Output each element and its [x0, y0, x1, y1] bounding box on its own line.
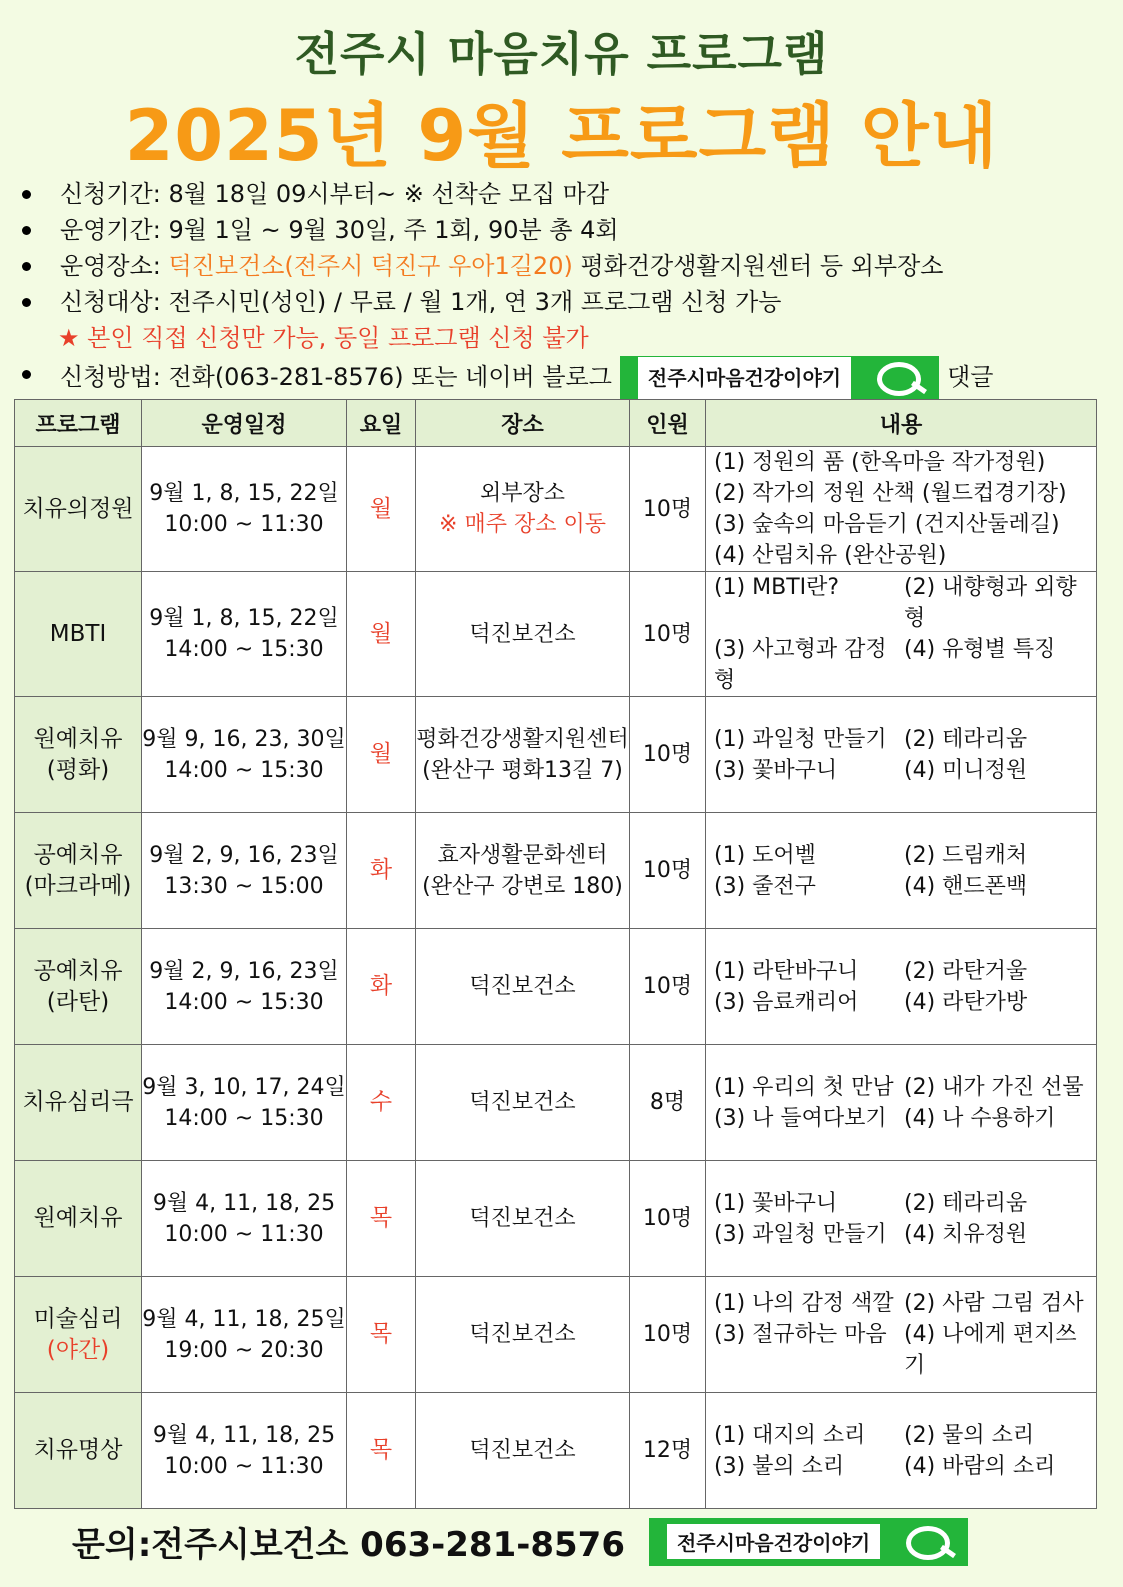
content-item: (2) 드림캐처 — [904, 842, 1028, 868]
count-cell: 10명 — [630, 1277, 706, 1393]
place-cell: 평화건강생활지원센터 (완산구 평화13길 7) — [416, 697, 630, 813]
table-row — [15, 447, 1097, 572]
content-item: (1) 도어벨 — [714, 842, 816, 868]
bullet-icon — [22, 190, 31, 199]
col-header-day: 요일 — [347, 400, 416, 447]
place-cell: 덕진보건소 — [416, 929, 630, 1045]
footer-blog-name: 전주시마음건강이야기 — [667, 1524, 880, 1559]
count-cell: 10명 — [630, 697, 706, 813]
content-item: (2) 작가의 정원 산책 (월드컵경기장) — [714, 481, 1067, 506]
schedule-cell: 9월 2, 9, 16, 23일 14:00 ~ 15:30 — [142, 929, 347, 1045]
info-section — [20, 176, 1120, 400]
schedule-cell: 9월 4, 11, 18, 25 10:00 ~ 11:30 — [142, 1393, 347, 1509]
count-cell: 10명 — [630, 1161, 706, 1277]
day-cell: 목 — [347, 1393, 416, 1509]
contact-info: 문의:전주시보건소 063-281-8576 — [72, 1525, 625, 1565]
content-item: (2) 내향형과 외향형 — [904, 575, 1077, 631]
content-item: (3) 나 들여다보기 — [714, 1105, 887, 1131]
day-cell: 월 — [347, 447, 416, 572]
program-name: 원예치유 (평화) — [15, 697, 142, 813]
content-item: (1) 대지의 소리 — [714, 1422, 866, 1448]
content-item: (1) MBTI란? — [714, 575, 840, 600]
count-cell: 10명 — [630, 929, 706, 1045]
info-target: 신청대상: 전주시민(성인) / 무료 / 월 1개, 연 3개 프로그램 신청 가능 — [20, 284, 1120, 320]
col-header-count: 인원 — [630, 400, 706, 447]
count-cell: 12명 — [630, 1393, 706, 1509]
footer-blog-banner[interactable] — [649, 1518, 968, 1566]
col-header-schedule: 운영일정 — [142, 400, 347, 447]
content-item: (3) 줄전구 — [714, 873, 816, 899]
blog-name-label: 전주시마음건강이야기 — [638, 357, 851, 399]
content-item: (4) 바람의 소리 — [904, 1453, 1056, 1479]
content-cell — [706, 813, 1097, 929]
info-method: 신청방법: 전화(063-281-8576) 또는 네이버 블로그 전주시마음건강이야기 댓글 — [20, 356, 1120, 400]
bullet-icon — [22, 262, 31, 271]
content-item: (4) 치유정원 — [904, 1221, 1028, 1247]
content-item: (2) 사람 그림 검사 — [904, 1291, 1084, 1316]
program-name: 치유명상 — [15, 1393, 142, 1509]
content-cell — [706, 697, 1097, 813]
content-item: (3) 꽃바구니 — [714, 757, 838, 783]
bullet-icon — [22, 226, 31, 235]
content-item: (3) 숲속의 마음듣기 (건지산둘레길) — [714, 512, 1060, 537]
content-item: (2) 물의 소리 — [904, 1422, 1035, 1448]
table-row — [15, 813, 1097, 929]
table-row — [15, 1161, 1097, 1277]
program-name: 치유심리극 — [15, 1045, 142, 1161]
info-place: 운영장소: 덕진보건소(전주시 덕진구 우아1길20) 평화건강생활지원센터 등 외부장소 — [20, 248, 1120, 284]
table-row — [15, 929, 1097, 1045]
program-name: 치유의정원 — [15, 447, 142, 572]
col-header-program: 프로그램 — [15, 400, 142, 447]
table-row — [15, 1277, 1097, 1393]
count-cell: 8명 — [630, 1045, 706, 1161]
program-name: 공예치유 (라탄) — [15, 929, 142, 1045]
page-title: 전주시 마음치유 프로그램 — [294, 27, 829, 81]
content-item: (1) 우리의 첫 만남 — [714, 1074, 894, 1100]
table-header-row — [15, 400, 1097, 447]
schedule-cell: 9월 4, 11, 18, 25 10:00 ~ 11:30 — [142, 1161, 347, 1277]
col-header-place: 장소 — [416, 400, 630, 447]
content-item: (2) 테라리움 — [904, 1190, 1028, 1216]
program-table — [14, 399, 1097, 1509]
schedule-cell: 9월 2, 9, 16, 23일 13:30 ~ 15:00 — [142, 813, 347, 929]
place-cell: 외부장소 ※ 매주 장소 이동 — [416, 447, 630, 572]
day-cell: 목 — [347, 1277, 416, 1393]
content-cell — [706, 929, 1097, 1045]
day-cell: 화 — [347, 813, 416, 929]
content-item: (1) 꽃바구니 — [714, 1190, 838, 1216]
info-apply-period: 신청기간: 8월 18일 09시부터~ ※ 선착순 모집 마감 — [20, 176, 1120, 212]
content-item: (4) 유형별 특징 — [904, 637, 1056, 662]
schedule-cell: 9월 1, 8, 15, 22일 10:00 ~ 11:30 — [142, 447, 347, 572]
content-cell — [706, 1161, 1097, 1277]
content-item: (4) 나에게 편지쓰기 — [904, 1322, 1077, 1378]
content-cell — [706, 1393, 1097, 1509]
content-cell — [706, 447, 1097, 572]
info-run-period: 운영기간: 9월 1일 ~ 9월 30일, 주 1회, 90분 총 4회 — [20, 212, 1120, 248]
count-cell: 10명 — [630, 572, 706, 697]
content-item: (4) 미니정원 — [904, 757, 1028, 783]
content-item: (2) 라탄거울 — [904, 958, 1028, 984]
content-item: (1) 과일청 만들기 — [714, 726, 887, 752]
program-name: 공예치유 (마크라메) — [15, 813, 142, 929]
content-item: (3) 음료캐리어 — [714, 989, 859, 1015]
schedule-cell: 9월 3, 10, 17, 24일 14:00 ~ 15:30 — [142, 1045, 347, 1161]
content-item: (2) 테라리움 — [904, 726, 1028, 752]
footer — [72, 1517, 976, 1566]
content-cell — [706, 1277, 1097, 1393]
page-subtitle: 2025년 9월 프로그램 안내 — [124, 95, 999, 177]
day-cell: 목 — [347, 1161, 416, 1277]
info-note: ★ 본인 직접 신청만 가능, 동일 프로그램 신청 불가 — [58, 324, 589, 352]
schedule-cell: 9월 9, 16, 23, 30일 14:00 ~ 15:30 — [142, 697, 347, 813]
place-cell: 덕진보건소 — [416, 572, 630, 697]
count-cell: 10명 — [630, 447, 706, 572]
place-cell: 덕진보건소 — [416, 1393, 630, 1509]
table-row — [15, 697, 1097, 813]
content-item: (1) 나의 감정 색깔 — [714, 1291, 894, 1316]
table-row — [15, 1045, 1097, 1161]
search-icon — [896, 1523, 960, 1561]
day-cell: 수 — [347, 1045, 416, 1161]
table-row — [15, 572, 1097, 697]
content-cell — [706, 572, 1097, 697]
program-name: 원예치유 — [15, 1161, 142, 1277]
table-row — [15, 1393, 1097, 1509]
place-highlight: 덕진보건소(전주시 덕진구 우아1길20) — [168, 252, 573, 280]
place-cell: 덕진보건소 — [416, 1045, 630, 1161]
bullet-icon — [22, 370, 31, 379]
content-item: (4) 산림치유 (완산공원) — [714, 543, 947, 568]
day-cell: 화 — [347, 929, 416, 1045]
day-cell: 월 — [347, 572, 416, 697]
search-icon — [867, 359, 931, 397]
content-item: (1) 라탄바구니 — [714, 958, 859, 984]
place-cell: 덕진보건소 — [416, 1277, 630, 1393]
content-item: (4) 라탄가방 — [904, 989, 1028, 1015]
program-name: 미술심리 (야간) — [15, 1277, 142, 1393]
place-cell: 효자생활문화센터 (완산구 강변로 180) — [416, 813, 630, 929]
content-item: (1) 정원의 품 (한옥마을 작가정원) — [714, 450, 1046, 475]
content-cell — [706, 1045, 1097, 1161]
count-cell: 10명 — [630, 813, 706, 929]
blog-search-banner[interactable] — [620, 356, 939, 400]
content-item: (2) 내가 가진 선물 — [904, 1074, 1084, 1100]
content-item: (4) 나 수용하기 — [904, 1105, 1056, 1131]
content-item: (4) 핸드폰백 — [904, 873, 1028, 899]
program-name: MBTI — [15, 572, 142, 697]
content-item: (3) 과일청 만들기 — [714, 1221, 887, 1247]
col-header-content: 내용 — [706, 400, 1097, 447]
content-item: (3) 절규하는 마음 — [714, 1322, 887, 1347]
place-cell: 덕진보건소 — [416, 1161, 630, 1277]
day-cell: 월 — [347, 697, 416, 813]
content-item: (3) 불의 소리 — [714, 1453, 845, 1479]
schedule-cell: 9월 1, 8, 15, 22일 14:00 ~ 15:30 — [142, 572, 347, 697]
bullet-icon — [22, 298, 31, 307]
content-item: (3) 사고형과 감정형 — [714, 637, 887, 693]
schedule-cell: 9월 4, 11, 18, 25일 19:00 ~ 20:30 — [142, 1277, 347, 1393]
